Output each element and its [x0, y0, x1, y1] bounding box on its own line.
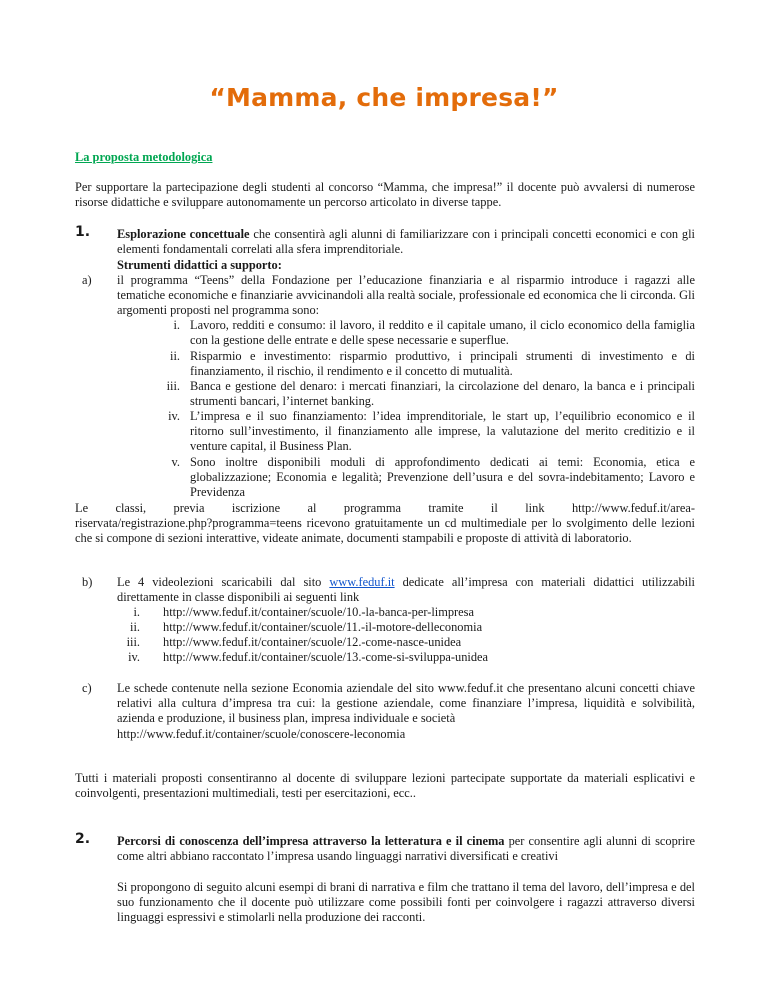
topic-2-num: ii. [170, 349, 180, 363]
materials-paragraph: Tutti i materiali proposti consentiranno al docente di sviluppare lezioni partecipate supportate da materiali esplicativi e coinvolgenti, presentazioni multimediali, testi per esercitazioni, ecc.. [75, 771, 695, 801]
item-b-label: b) [82, 575, 93, 589]
topic-4-num: iv. [168, 409, 180, 423]
item-2-intro [117, 834, 695, 864]
topic-3-num: iii. [166, 379, 180, 393]
topic-1-text: Lavoro, redditi e consumo: il lavoro, il reddito e il capitale umano, il ciclo economico della famiglia con la gestione delle entrate e delle spese necessarie e superflue. [190, 318, 695, 348]
item-1-text: che consentirà agli alunni di familiarizzare con i principali concetti economici e con gli elementi fondamentali correlati alla sfera imprenditoriale. [117, 227, 695, 257]
item-2-paragraph: Si propongono di seguito alcuni esempi di brani di narrativa e film che trattano il tema del lavoro, dell’impresa e del suo funzionamento che il docente può utilizzare come possibili fonti per coinvolgere i ragazzi attraverso diversi linguaggi espressivi e stimolarli nella produzione dei racconti. [117, 880, 695, 925]
item-c-text: Le schede contenute nella sezione Economia aziendale del sito www.feduf.it che presentano alcuni concetti chiave relativi alla cultura d’impresa tra cui: la gestione aziendale, come finanziare l’impresa, liquidità e solvibilità, azienda e produzione, il business plan, impresa individuale e società [117, 681, 695, 726]
section-heading[interactable]: La proposta metodologica [75, 150, 213, 164]
video-1-num: i. [133, 605, 140, 619]
video-2-num: ii. [130, 620, 140, 634]
item-1-lead: Esplorazione concettuale [117, 227, 250, 241]
item-2-text: per consentire agli alunni di scoprire come altri abbiano raccontato l’impresa usando linguaggi narrativi diversificati e creativi [117, 834, 695, 864]
video-link-4[interactable]: http://www.feduf.it/container/scuole/13.-come-si-sviluppa-unidea [163, 650, 489, 664]
video-4-num: iv. [128, 650, 140, 664]
item-c-label: c) [82, 681, 92, 695]
topic-5-text: Sono inoltre disponibili moduli di approfondimento dedicati ai temi: Economia, etica e globalizzazione; Economia e legalità; Prevenzione dell’usura e del sovra-indebitamento; Lavoro e Previdenza [190, 455, 695, 500]
topic-3-text: Banca e gestione del denaro: i mercati finanziari, la circolazione del denaro, la banca e i principali strumenti bancari, l’internet banking. [190, 379, 695, 409]
item-c-url[interactable]: http://www.feduf.it/container/scuole/conoscere-leconomia [117, 727, 406, 741]
document-title: “Mamma, che impresa!” [209, 83, 559, 112]
feduf-link[interactable]: www.feduf.it [329, 575, 395, 589]
classes-paragraph-rest: riservata/registrazione.php?programma=teens ricevono gratuitamente un cd multimediale per lo svolgimento delle lezioni che si compone di sezioni interattive, videate animate, documenti stampabili e proposte di attività di laboratorio. [75, 516, 695, 546]
support-heading: Strumenti didattici a supporto: [117, 258, 282, 272]
item-a-label: a) [82, 273, 92, 287]
video-link-2[interactable]: http://www.feduf.it/container/scuole/11.-il-motore-delleconomia [163, 620, 483, 634]
topic-4-text: L’impresa e il suo finanziamento: l’idea imprenditoriale, le start up, l’equilibrio economico e il ritorno sull’investimento, il finanziamento alle imprese, la valutazione del merito creditizio e il venture capital, il Business Plan. [190, 409, 695, 454]
video-link-1[interactable]: http://www.feduf.it/container/scuole/10.-la-banca-per-limpresa [163, 605, 475, 619]
item-2-lead: Percorsi di conoscenza dell’impresa attraverso la letteratura e il cinema [117, 834, 505, 848]
item-2-number: 2. [75, 831, 91, 847]
item-a-text: il programma “Teens” della Fondazione per l’educazione finanziaria e al risparmio introduce i ragazzi alle tematiche economiche e finanziarie avvicinandoli alla realtà sociale, professionale ed economica che li circonda. Gli argomenti proposti nel programma sono: [117, 273, 695, 318]
video-3-num: iii. [126, 635, 140, 649]
classes-paragraph-line1: Le classi, previa iscrizione al programma tramite il link http://www.feduf.it/area- [75, 501, 695, 515]
topic-5-num: v. [171, 455, 180, 469]
topic-2-text: Risparmio e investimento: risparmio produttivo, i principali strumenti di investimento e di finanziamento, il rischio, il rendimento e il concetto di mutualità. [190, 349, 695, 379]
item-1-number: 1. [75, 224, 91, 240]
intro-paragraph: Per supportare la partecipazione degli studenti al concorso “Mamma, che impresa!” il docente può avvalersi di numerose risorse didattiche e sviluppare autonomamente un percorso articolato in diverse tappe. [75, 180, 695, 210]
topic-1-num: i. [173, 318, 180, 332]
video-link-3[interactable]: http://www.feduf.it/container/scuole/12.-come-nasce-unidea [163, 635, 462, 649]
item-b-after: dedicate all’impresa con materiali didattici utilizzabili direttamente in classe disponibili ai seguenti link [117, 575, 696, 605]
item-b-text [117, 575, 695, 605]
item-b-before: Le 4 videolezioni scaricabili dal sito [117, 575, 330, 589]
item-1-intro [117, 227, 695, 257]
